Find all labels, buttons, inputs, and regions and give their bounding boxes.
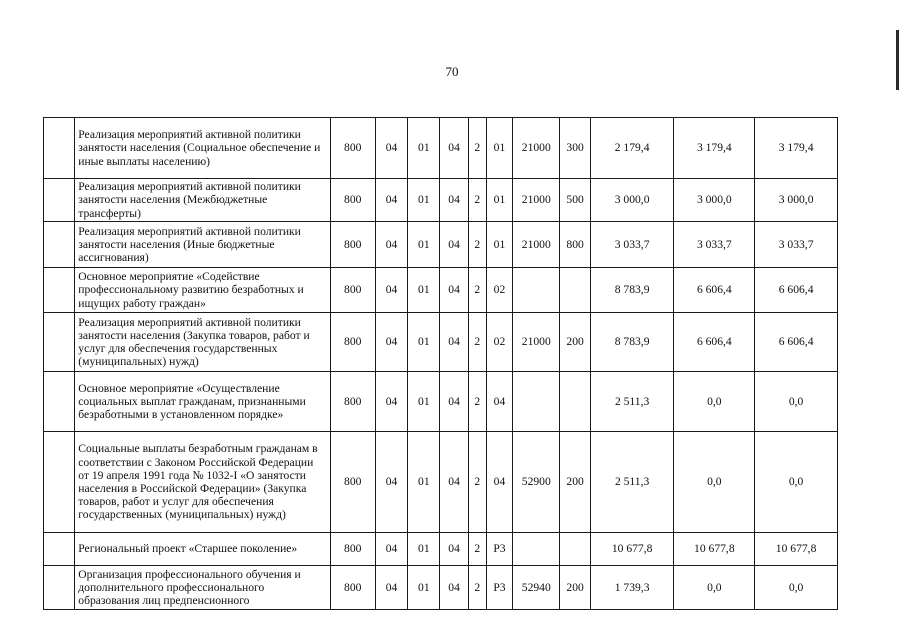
expense-type-cell: [560, 533, 590, 566]
program-code-cell: 04: [440, 179, 468, 222]
amount-year2-cell: 0,0: [674, 372, 755, 432]
amount-year3-cell: 3 179,4: [755, 118, 838, 179]
subprogram-code-cell: 2: [468, 313, 486, 372]
direction-code-cell: 21000: [513, 118, 560, 179]
section-code-cell: 04: [375, 432, 407, 533]
activity-code-cell: P3: [486, 566, 512, 610]
ministry-code-cell: 800: [330, 179, 375, 222]
table-row: [44, 432, 838, 533]
direction-code-cell: 21000: [513, 222, 560, 268]
item-name-cell: Реализация мероприятий активной политики занятости населения (Закупка товаров, работ и услуг для обеспечения государственных (муниципальных) нужд): [75, 313, 330, 372]
activity-code-cell: 04: [486, 372, 512, 432]
subprogram-code-cell: 2: [468, 432, 486, 533]
section-code-cell: 04: [375, 268, 407, 313]
amount-year2-cell: 6 606,4: [674, 268, 755, 313]
amount-year3-cell: 0,0: [755, 566, 838, 610]
section-code-cell: 04: [375, 313, 407, 372]
table-row: [44, 118, 838, 179]
direction-code-cell: 21000: [513, 179, 560, 222]
amount-year1-cell: 8 783,9: [590, 313, 674, 372]
direction-code-cell: 52900: [513, 432, 560, 533]
direction-code-cell: 52940: [513, 566, 560, 610]
row-index-cell: [44, 533, 75, 566]
program-code-cell: 04: [440, 533, 468, 566]
ministry-code-cell: 800: [330, 432, 375, 533]
table-row: [44, 222, 838, 268]
amount-year1-cell: 3 033,7: [590, 222, 674, 268]
ministry-code-cell: 800: [330, 372, 375, 432]
direction-code-cell: [513, 268, 560, 313]
amount-year2-cell: 3 033,7: [674, 222, 755, 268]
program-code-cell: 04: [440, 566, 468, 610]
table-row: [44, 372, 838, 432]
program-code-cell: 04: [440, 432, 468, 533]
item-name-cell: Основное мероприятие «Содействие профессиональному развитию безработных и ищущих работу граждан»: [75, 268, 330, 313]
item-name-cell: Региональный проект «Старшее поколение»: [75, 533, 330, 566]
amount-year3-cell: 3 000,0: [755, 179, 838, 222]
amount-year1-cell: 3 000,0: [590, 179, 674, 222]
item-name-cell: Организация профессионального обучения и дополнительного профессионального образования лиц предпенсионного: [75, 566, 330, 610]
subprogram-code-cell: 2: [468, 118, 486, 179]
section-code-cell: 04: [375, 533, 407, 566]
direction-code-cell: [513, 533, 560, 566]
ministry-code-cell: 800: [330, 313, 375, 372]
subsection-code-cell: 01: [408, 118, 440, 179]
section-code-cell: 04: [375, 222, 407, 268]
program-code-cell: 04: [440, 222, 468, 268]
item-name-cell: Реализация мероприятий активной политики занятости населения (Социальное обеспечение и иные выплаты населению): [75, 118, 330, 179]
expense-type-cell: [560, 372, 590, 432]
expense-type-cell: 500: [560, 179, 590, 222]
amount-year1-cell: 2 511,3: [590, 372, 674, 432]
budget-table: [43, 117, 838, 610]
row-index-cell: [44, 268, 75, 313]
row-index-cell: [44, 222, 75, 268]
row-index-cell: [44, 566, 75, 610]
table-row: [44, 179, 838, 222]
subsection-code-cell: 01: [408, 372, 440, 432]
direction-code-cell: [513, 372, 560, 432]
amount-year1-cell: 1 739,3: [590, 566, 674, 610]
table-row: [44, 313, 838, 372]
subsection-code-cell: 01: [408, 179, 440, 222]
subprogram-code-cell: 2: [468, 566, 486, 610]
ministry-code-cell: 800: [330, 268, 375, 313]
row-index-cell: [44, 372, 75, 432]
subprogram-code-cell: 2: [468, 268, 486, 313]
activity-code-cell: 04: [486, 432, 512, 533]
amount-year2-cell: 10 677,8: [674, 533, 755, 566]
section-code-cell: 04: [375, 179, 407, 222]
amount-year3-cell: 0,0: [755, 372, 838, 432]
activity-code-cell: 02: [486, 268, 512, 313]
subsection-code-cell: 01: [408, 566, 440, 610]
row-index-cell: [44, 313, 75, 372]
subprogram-code-cell: 2: [468, 372, 486, 432]
amount-year1-cell: 8 783,9: [590, 268, 674, 313]
expense-type-cell: [560, 268, 590, 313]
activity-code-cell: 02: [486, 313, 512, 372]
amount-year3-cell: 3 033,7: [755, 222, 838, 268]
expense-type-cell: 800: [560, 222, 590, 268]
subprogram-code-cell: 2: [468, 533, 486, 566]
item-name-cell: Основное мероприятие «Осуществление социальных выплат гражданам, признанными безработными в установленном порядке»: [75, 372, 330, 432]
item-name-cell: Социальные выплаты безработным гражданам в соответствии с Законом Российской Федерации от 19 апреля 1991 года № 1032-I «О занятости населения в Российской Федерации» (Закупка товаров, работ и услуг для обеспечения государственных (муниципальных) нужд): [75, 432, 330, 533]
subsection-code-cell: 01: [408, 268, 440, 313]
amount-year1-cell: 10 677,8: [590, 533, 674, 566]
table-body: [44, 118, 838, 610]
amount-year2-cell: 3 179,4: [674, 118, 755, 179]
section-code-cell: 04: [375, 566, 407, 610]
table-row: [44, 268, 838, 313]
program-code-cell: 04: [440, 118, 468, 179]
section-code-cell: 04: [375, 118, 407, 179]
subsection-code-cell: 01: [408, 432, 440, 533]
ministry-code-cell: 800: [330, 222, 375, 268]
direction-code-cell: 21000: [513, 313, 560, 372]
item-name-cell: Реализация мероприятий активной политики занятости населения (Иные бюджетные ассигнования): [75, 222, 330, 268]
amount-year2-cell: 6 606,4: [674, 313, 755, 372]
row-index-cell: [44, 179, 75, 222]
subsection-code-cell: 01: [408, 533, 440, 566]
scan-edge-mark: [896, 30, 899, 90]
activity-code-cell: 01: [486, 118, 512, 179]
activity-code-cell: 01: [486, 222, 512, 268]
row-index-cell: [44, 118, 75, 179]
subsection-code-cell: 01: [408, 313, 440, 372]
table-row: [44, 533, 838, 566]
activity-code-cell: 01: [486, 179, 512, 222]
amount-year3-cell: 10 677,8: [755, 533, 838, 566]
subsection-code-cell: 01: [408, 222, 440, 268]
page-number: 70: [445, 64, 459, 79]
ministry-code-cell: 800: [330, 533, 375, 566]
activity-code-cell: P3: [486, 533, 512, 566]
ministry-code-cell: 800: [330, 118, 375, 179]
amount-year1-cell: 2 179,4: [590, 118, 674, 179]
item-name-cell: Реализация мероприятий активной политики занятости населения (Межбюджетные трансферты): [75, 179, 330, 222]
section-code-cell: 04: [375, 372, 407, 432]
amount-year3-cell: 6 606,4: [755, 313, 838, 372]
amount-year2-cell: 0,0: [674, 432, 755, 533]
row-index-cell: [44, 432, 75, 533]
ministry-code-cell: 800: [330, 566, 375, 610]
expense-type-cell: 200: [560, 566, 590, 610]
expense-type-cell: 200: [560, 432, 590, 533]
subprogram-code-cell: 2: [468, 222, 486, 268]
program-code-cell: 04: [440, 268, 468, 313]
amount-year2-cell: 0,0: [674, 566, 755, 610]
amount-year1-cell: 2 511,3: [590, 432, 674, 533]
table-row: [44, 566, 838, 610]
amount-year2-cell: 3 000,0: [674, 179, 755, 222]
expense-type-cell: 300: [560, 118, 590, 179]
expense-type-cell: 200: [560, 313, 590, 372]
subprogram-code-cell: 2: [468, 179, 486, 222]
program-code-cell: 04: [440, 372, 468, 432]
program-code-cell: 04: [440, 313, 468, 372]
amount-year3-cell: 0,0: [755, 432, 838, 533]
amount-year3-cell: 6 606,4: [755, 268, 838, 313]
